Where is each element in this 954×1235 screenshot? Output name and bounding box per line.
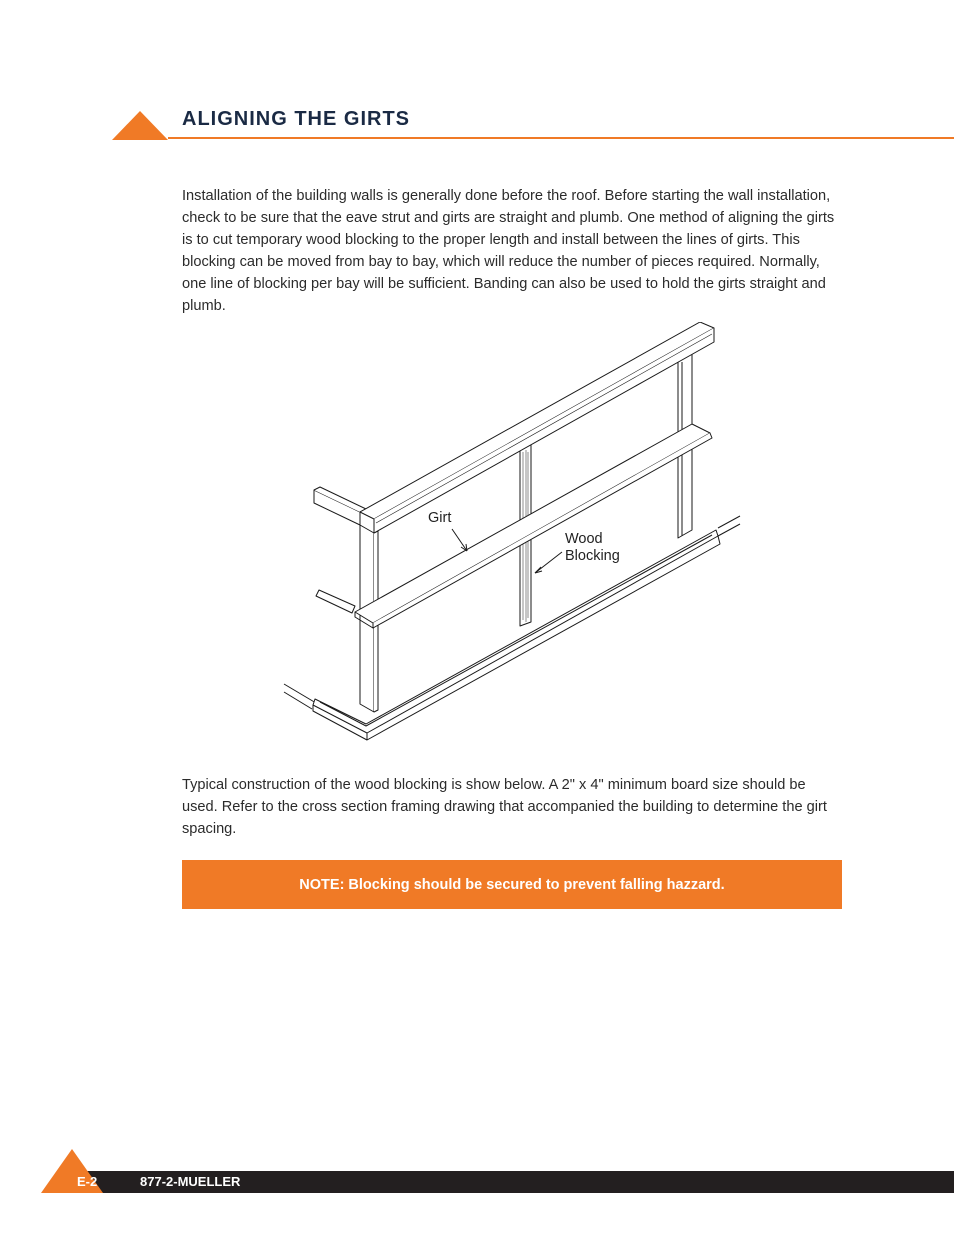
- girt-blocking-illustration: [276, 322, 746, 747]
- safety-note-banner: [182, 860, 842, 909]
- footer-phone: 877-2-MUELLER: [140, 1174, 241, 1189]
- page-title: ALIGNING THE GIRTS: [182, 108, 410, 130]
- header-triangle-decoration: [112, 111, 168, 140]
- safety-note-text: NOTE: Blocking should be secured to prevent falling hazzard.: [299, 876, 725, 893]
- wood-blocking-label-line1: Wood: [565, 531, 603, 547]
- blocking-paragraph: Typical construction of the wood blocking is show below. A 2" x 4" minimum board size should be used. Refer to the cross section framing drawing that accompanied the building to determine the girt spacing.: [182, 777, 827, 837]
- wood-blocking-label-line2: Blocking: [565, 548, 620, 564]
- girt-label: Girt: [428, 510, 452, 526]
- header-rule: [168, 137, 954, 139]
- page-number: E-2: [77, 1174, 98, 1189]
- intro-paragraph: Installation of the building walls is generally done before the roof. Before starting the wall installation, check to be sure that the eave strut and girts are straight and plumb. One method of aligning the girts is to cut temporary wood blocking to the proper length and install between the lines of girts. This blocking can be moved from bay to bay, which will reduce the number of pieces required. Normally, one line of blocking per bay will be sufficient. Banding can also be used to hold the girts straight and plumb.: [182, 188, 835, 314]
